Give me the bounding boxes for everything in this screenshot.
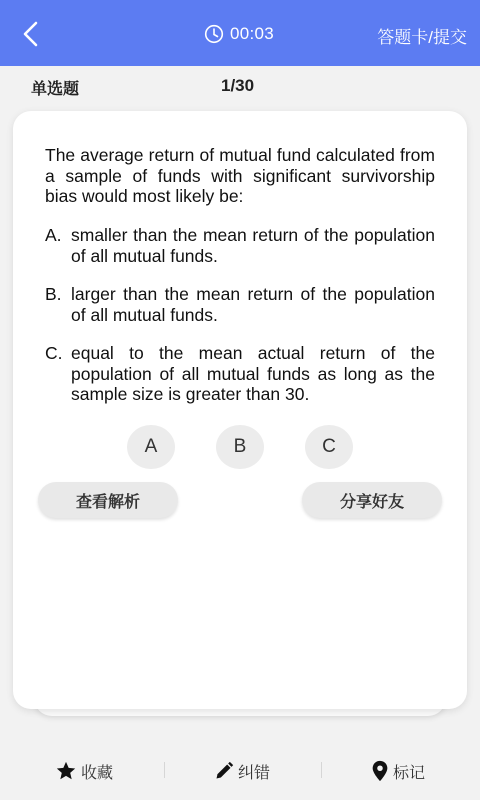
option-c-letter: C. [45, 343, 63, 363]
option-a-text: smaller than the mean return of the population of all mutual funds. [71, 225, 435, 266]
choice-a-button[interactable]: A [127, 425, 175, 469]
option-b[interactable] [45, 284, 435, 325]
pencil-icon [214, 761, 234, 781]
location-pin-icon [371, 760, 389, 782]
share-button[interactable]: 分享好友 [302, 482, 442, 518]
question-info-bar [0, 66, 480, 106]
bottom-toolbar [0, 740, 480, 800]
choice-c-button[interactable]: C [305, 425, 353, 469]
question-card [13, 111, 467, 709]
option-c-text: equal to the mean actual return of the population of all mutual funds as long as the sample size is greater than 30. [71, 343, 435, 404]
option-b-letter: B. [45, 284, 62, 304]
option-c[interactable] [45, 343, 435, 405]
favorite-button[interactable] [55, 760, 113, 782]
choice-b-button[interactable]: B [216, 425, 264, 469]
mark-label: 标记 [393, 764, 426, 782]
star-icon [55, 760, 77, 782]
answer-sheet-submit-button[interactable]: 答题卡/提交 [377, 28, 467, 47]
option-a[interactable] [45, 225, 435, 266]
top-app-bar [0, 0, 480, 66]
question-type-label: 单选题 [31, 81, 80, 98]
divider [321, 762, 322, 778]
timer [204, 23, 274, 45]
correction-label: 纠错 [238, 764, 271, 782]
question-progress: 1/30 [221, 76, 255, 95]
timer-text: 00:03 [230, 24, 275, 43]
favorite-label: 收藏 [81, 764, 114, 782]
back-chevron-icon[interactable] [20, 21, 44, 47]
divider [164, 762, 165, 778]
option-b-text: larger than the mean return of the population of all mutual funds. [71, 284, 435, 325]
question-text: The average return of mutual fund calculated from a sample of funds with significant survivorship bias would most likely be: [45, 145, 435, 206]
view-analysis-button[interactable]: 查看解析 [38, 482, 178, 518]
option-a-letter: A. [45, 225, 62, 245]
correction-button[interactable] [214, 760, 270, 782]
mark-button[interactable] [371, 760, 425, 782]
clock-icon [204, 24, 224, 44]
